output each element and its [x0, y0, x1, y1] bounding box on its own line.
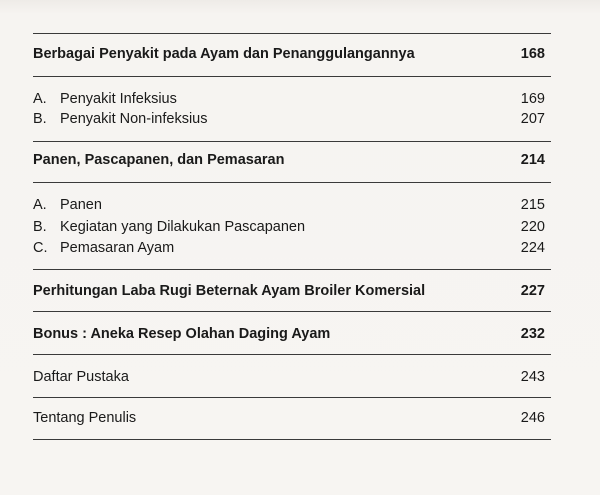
divider: [33, 33, 551, 34]
page-number: 214: [520, 152, 545, 168]
page-number: 227: [520, 283, 545, 299]
page-number: 168: [520, 46, 545, 62]
chapter-title: Panen, Pascapanen, dan Pemasaran: [33, 152, 285, 168]
chapter-title: Bonus : Aneka Resep Olahan Daging Ayam: [33, 326, 331, 342]
chapter-title: Berbagai Penyakit pada Ayam dan Penanggulangannya: [33, 46, 415, 62]
chapter-title: Perhitungan Laba Rugi Beternak Ayam Broiler Komersial: [33, 283, 426, 299]
page-number: 169: [520, 91, 545, 107]
page-number: 220: [520, 219, 545, 235]
divider: [33, 354, 551, 355]
item-letter: A.: [33, 91, 47, 107]
item-letter: B.: [33, 219, 47, 235]
divider: [33, 311, 551, 312]
item-letter: B.: [33, 111, 47, 127]
divider: [33, 141, 551, 142]
page-number: 215: [520, 197, 545, 213]
page-number: 243: [520, 369, 545, 385]
page-number: 232: [520, 326, 545, 342]
subsection-title: Penyakit Infeksius: [60, 91, 177, 107]
divider: [33, 439, 551, 440]
divider: [33, 76, 551, 77]
item-letter: A.: [33, 197, 47, 213]
page-number: 246: [520, 410, 545, 426]
page-number: 224: [520, 240, 545, 256]
divider: [33, 397, 551, 398]
subsection-title: Panen: [60, 197, 102, 213]
item-letter: C.: [33, 240, 48, 256]
subsection-title: Penyakit Non-infeksius: [60, 111, 208, 127]
entry-title: Daftar Pustaka: [33, 369, 129, 385]
page-number: 207: [520, 111, 545, 127]
divider: [33, 182, 551, 183]
subsection-title: Kegiatan yang Dilakukan Pascapanen: [60, 219, 306, 235]
divider: [33, 269, 551, 270]
subsection-title: Pemasaran Ayam: [60, 240, 175, 256]
entry-title: Tentang Penulis: [33, 410, 137, 426]
